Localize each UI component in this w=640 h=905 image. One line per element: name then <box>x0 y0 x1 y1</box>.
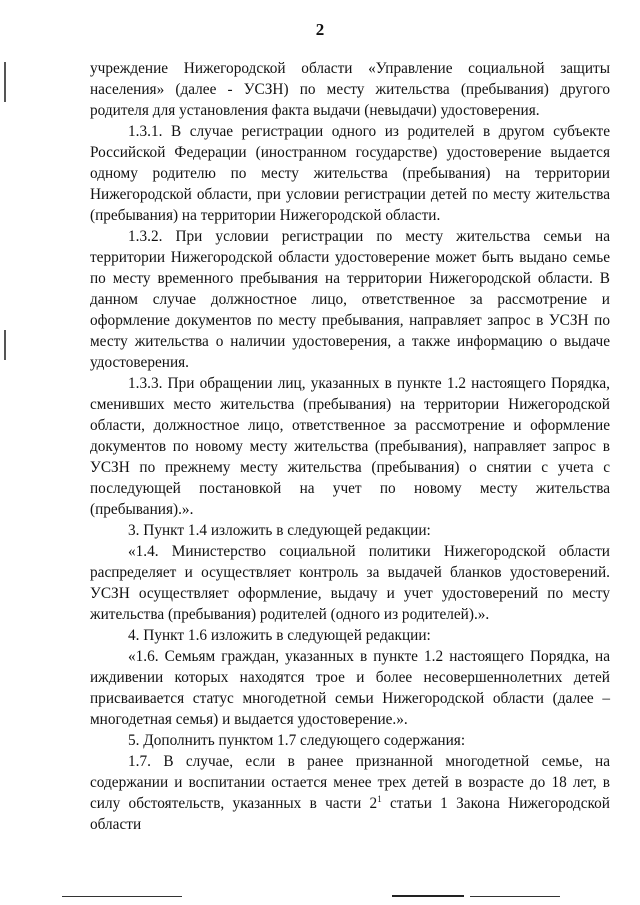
bottom-rule-left <box>62 896 182 897</box>
margin-mark-top <box>4 62 6 102</box>
margin-mark-middle <box>4 330 6 360</box>
paragraph-1-3-3: 1.3.3. При обращении лиц, указанных в пункте 1.2 настоящего Порядка, сменивших место жительства (пребывания) на территории Нижегородской области, должностное лицо, ответственное за рассмотрение и оформление документов по новому месту жительства (пребывания), направляет запрос в УСЗН по прежнему месту жительства (пребывания) о снятии с учета с последующей постановкой на учет по новому месту жительства (пребывания).». <box>90 375 610 518</box>
paragraph-1-4: «1.4. Министерство социальной политики Нижегородской области распределяет и осуществляет контроль за выдачей бланков удостоверений. УСЗН осуществляет оформление, выдачу и учет удостоверений по месту жительства (пребывания) родителей (одного из родителей).». <box>90 543 610 623</box>
paragraph-1-7-text: 1.7. В случае, если в ранее признанной многодетной семье, на содержании и воспитании остается менее трех детей в возрасте до 18 лет, в силу обстоятельств, указанных в части 2 <box>90 753 610 812</box>
paragraph-1-3-1: 1.3.1. В случае регистрации одного из родителей в другом субъекте Российской Федерации (иностранном государстве) удостоверение выдается одному родителю по месту жительства (пребывания) на территории Нижегородской области, при условии регистрации детей по месту жительства (пребывания) на территории Нижегородской области. <box>90 123 610 224</box>
paragraph-item-4: 4. Пункт 1.6 изложить в следующей редакции: <box>128 627 431 644</box>
bottom-rule-right <box>470 896 560 897</box>
paragraph-1-6: «1.6. Семьям граждан, указанных в пункте 1.2 настоящего Порядка, на иждивении которых находятся трое и более несовершеннолетних детей присваивается статус многодетной семьи Нижегородской области (далее – многодетная семья) и выдается удостоверение.». <box>90 648 610 728</box>
bottom-rule-center <box>392 895 464 897</box>
paragraph-1-7 <box>90 751 610 835</box>
page-number: 2 <box>315 20 325 39</box>
paragraph-1-7-tail: статьи 1 Закона Нижегородской области <box>90 795 610 833</box>
paragraph-item-5: 5. Дополнить пунктом 1.7 следующего содержания: <box>128 732 466 749</box>
paragraph-1-3-2: 1.3.2. При условии регистрации по месту жительства семьи на территории Нижегородской области удостоверение может быть выдано семье по месту временного пребывания на территории Нижегородской области. В данном случае должностное лицо, ответственное за рассмотрение и оформление документов по месту пребывания, направляет запрос в УСЗН по месту жительства о наличии удостоверения, а также информацию о выдаче удостоверения. <box>90 228 610 371</box>
document-body <box>90 58 610 835</box>
paragraph-continuation: учреждение Нижегородской области «Управление социальной защиты населения» (далее - УСЗН) по месту жительства (пребывания) другого родителя для установления факта выдачи (невыдачи) удостоверения. <box>90 60 610 119</box>
superscript-footnote: 1 <box>377 793 382 804</box>
paragraph-item-3: 3. Пункт 1.4 изложить в следующей редакции: <box>128 522 431 539</box>
